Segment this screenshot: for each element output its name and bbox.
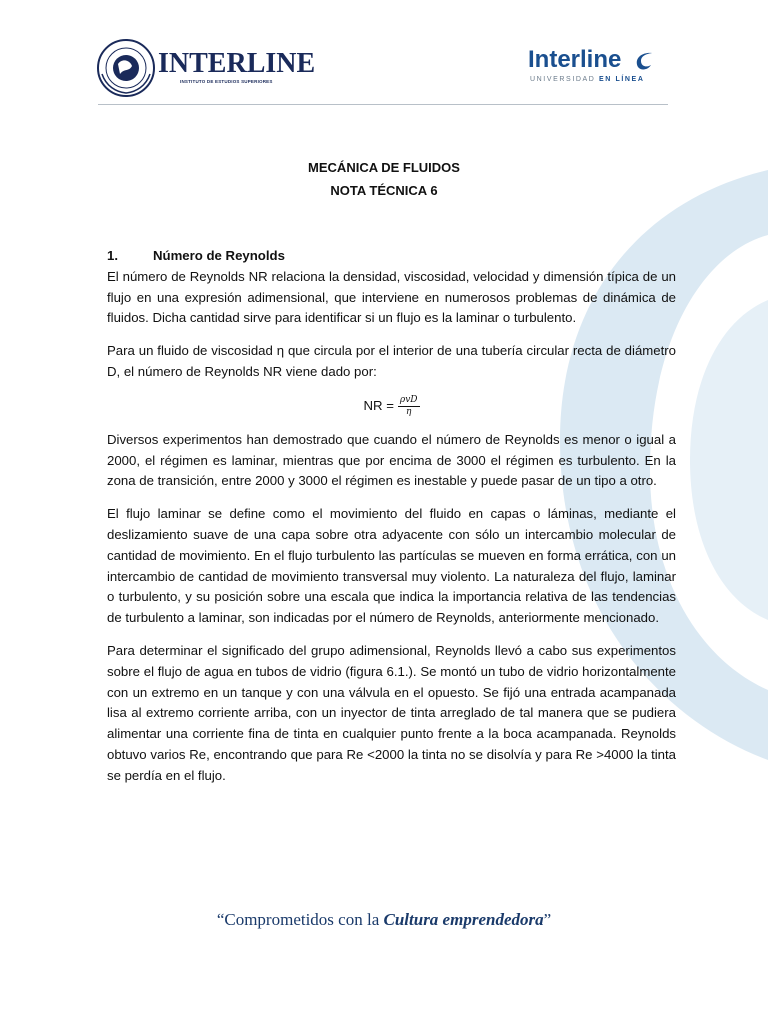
formula-denominator: η	[406, 406, 412, 417]
university-tagline	[530, 76, 644, 83]
institute-seal-icon	[96, 38, 156, 98]
interline-institute-logo	[96, 38, 316, 102]
section-title: Número de Reynolds	[153, 248, 285, 263]
interline-university-logo	[528, 48, 668, 96]
interline-wordmark: INTERLINE	[158, 48, 316, 79]
tagline-part-b: EN LÍNEA	[599, 76, 645, 83]
section-number: 1.	[107, 248, 118, 263]
document-subtitle: NOTA TÉCNICA 6	[330, 183, 438, 198]
paragraph-1: El número de Reynolds NR relaciona la densidad, viscosidad, velocidad y dimensión típica de un flujo en una expresión adimensional, que interviene en numerosos problemas de dinámica de fluidos. Dicha cantidad sirve para identificar si un flujo es la laminar o turbulento.	[107, 268, 676, 326]
formula-fraction	[398, 395, 420, 418]
reynolds-formula	[107, 395, 676, 418]
slogan-end: ”	[543, 910, 552, 929]
swirl-icon	[632, 50, 656, 72]
interline-subtitle: INSTITUTO DE ESTUDIOS SUPERIORES	[180, 79, 273, 84]
document-title: MECÁNICA DE FLUIDOS	[308, 160, 460, 175]
tagline-part-a: UNIVERSIDAD	[530, 76, 599, 83]
slogan-emphasis: Cultura emprendedora	[383, 910, 544, 929]
paragraph-2: Para un fluido de viscosidad η que circula por el interior de una tubería circular recta de diámetro D, el número de Reynolds NR viene dado por:	[107, 343, 676, 379]
formula-lhs: NR =	[363, 397, 394, 413]
formula-numerator: ρvD	[399, 394, 418, 405]
header-divider	[98, 104, 668, 105]
slogan-start: “Comprometidos con la	[216, 910, 384, 929]
section-heading	[107, 246, 676, 267]
paragraph-3: Diversos experimentos han demostrado que cuando el número de Reynolds es menor o igual a 2000, el régimen es laminar, mientras que por encima de 3000 el régimen es turbulento. En la zona de transición, entre 2000 y 3000 el régimen es inestable y puede pasar de un tipo a otro.	[107, 431, 676, 489]
university-wordmark: Interline	[528, 46, 622, 73]
footer-slogan	[0, 910, 768, 930]
paragraph-5: Para determinar el significado del grupo adimensional, Reynolds llevó a cabo sus experimentos sobre el flujo de agua en tubos de vidrio (figura 6.1.). Se montó un tubo de vidrio horizontalmente con un extremo en un tanque y con una válvula en el opuesto. Se fijó una entrada acampanada lisa al extremo corriente arriba, con un inyector de tinta arreglado de tal manera que se pudiera alimentar una corriente fina de tinta en cualquier punto frente a la boca acampanada. Reynolds obtuvo varios Re, encontrando que para Re <2000 la tinta no se disolvía y para Re >4000 la tinta se perdía en el flujo.	[107, 642, 676, 783]
document-body	[107, 246, 676, 799]
paragraph-4: El flujo laminar se define como el movimiento del fluido en capas o láminas, mediante el deslizamiento suave de una capa sobre otra adyacente con sólo un intercambio molecular de cantidad de movimiento. En el flujo turbulento las partículas se mueven en forma errática, con un intercambio de cantidad de movimiento transversal muy violento. La naturaleza del flujo, laminar o turbulento, y su posición sobre una escala que indica la importancia relativa de las tendencias de turbulento a laminar, son indicadas por el número de Reynolds, anteriormente mencionado.	[107, 506, 676, 626]
